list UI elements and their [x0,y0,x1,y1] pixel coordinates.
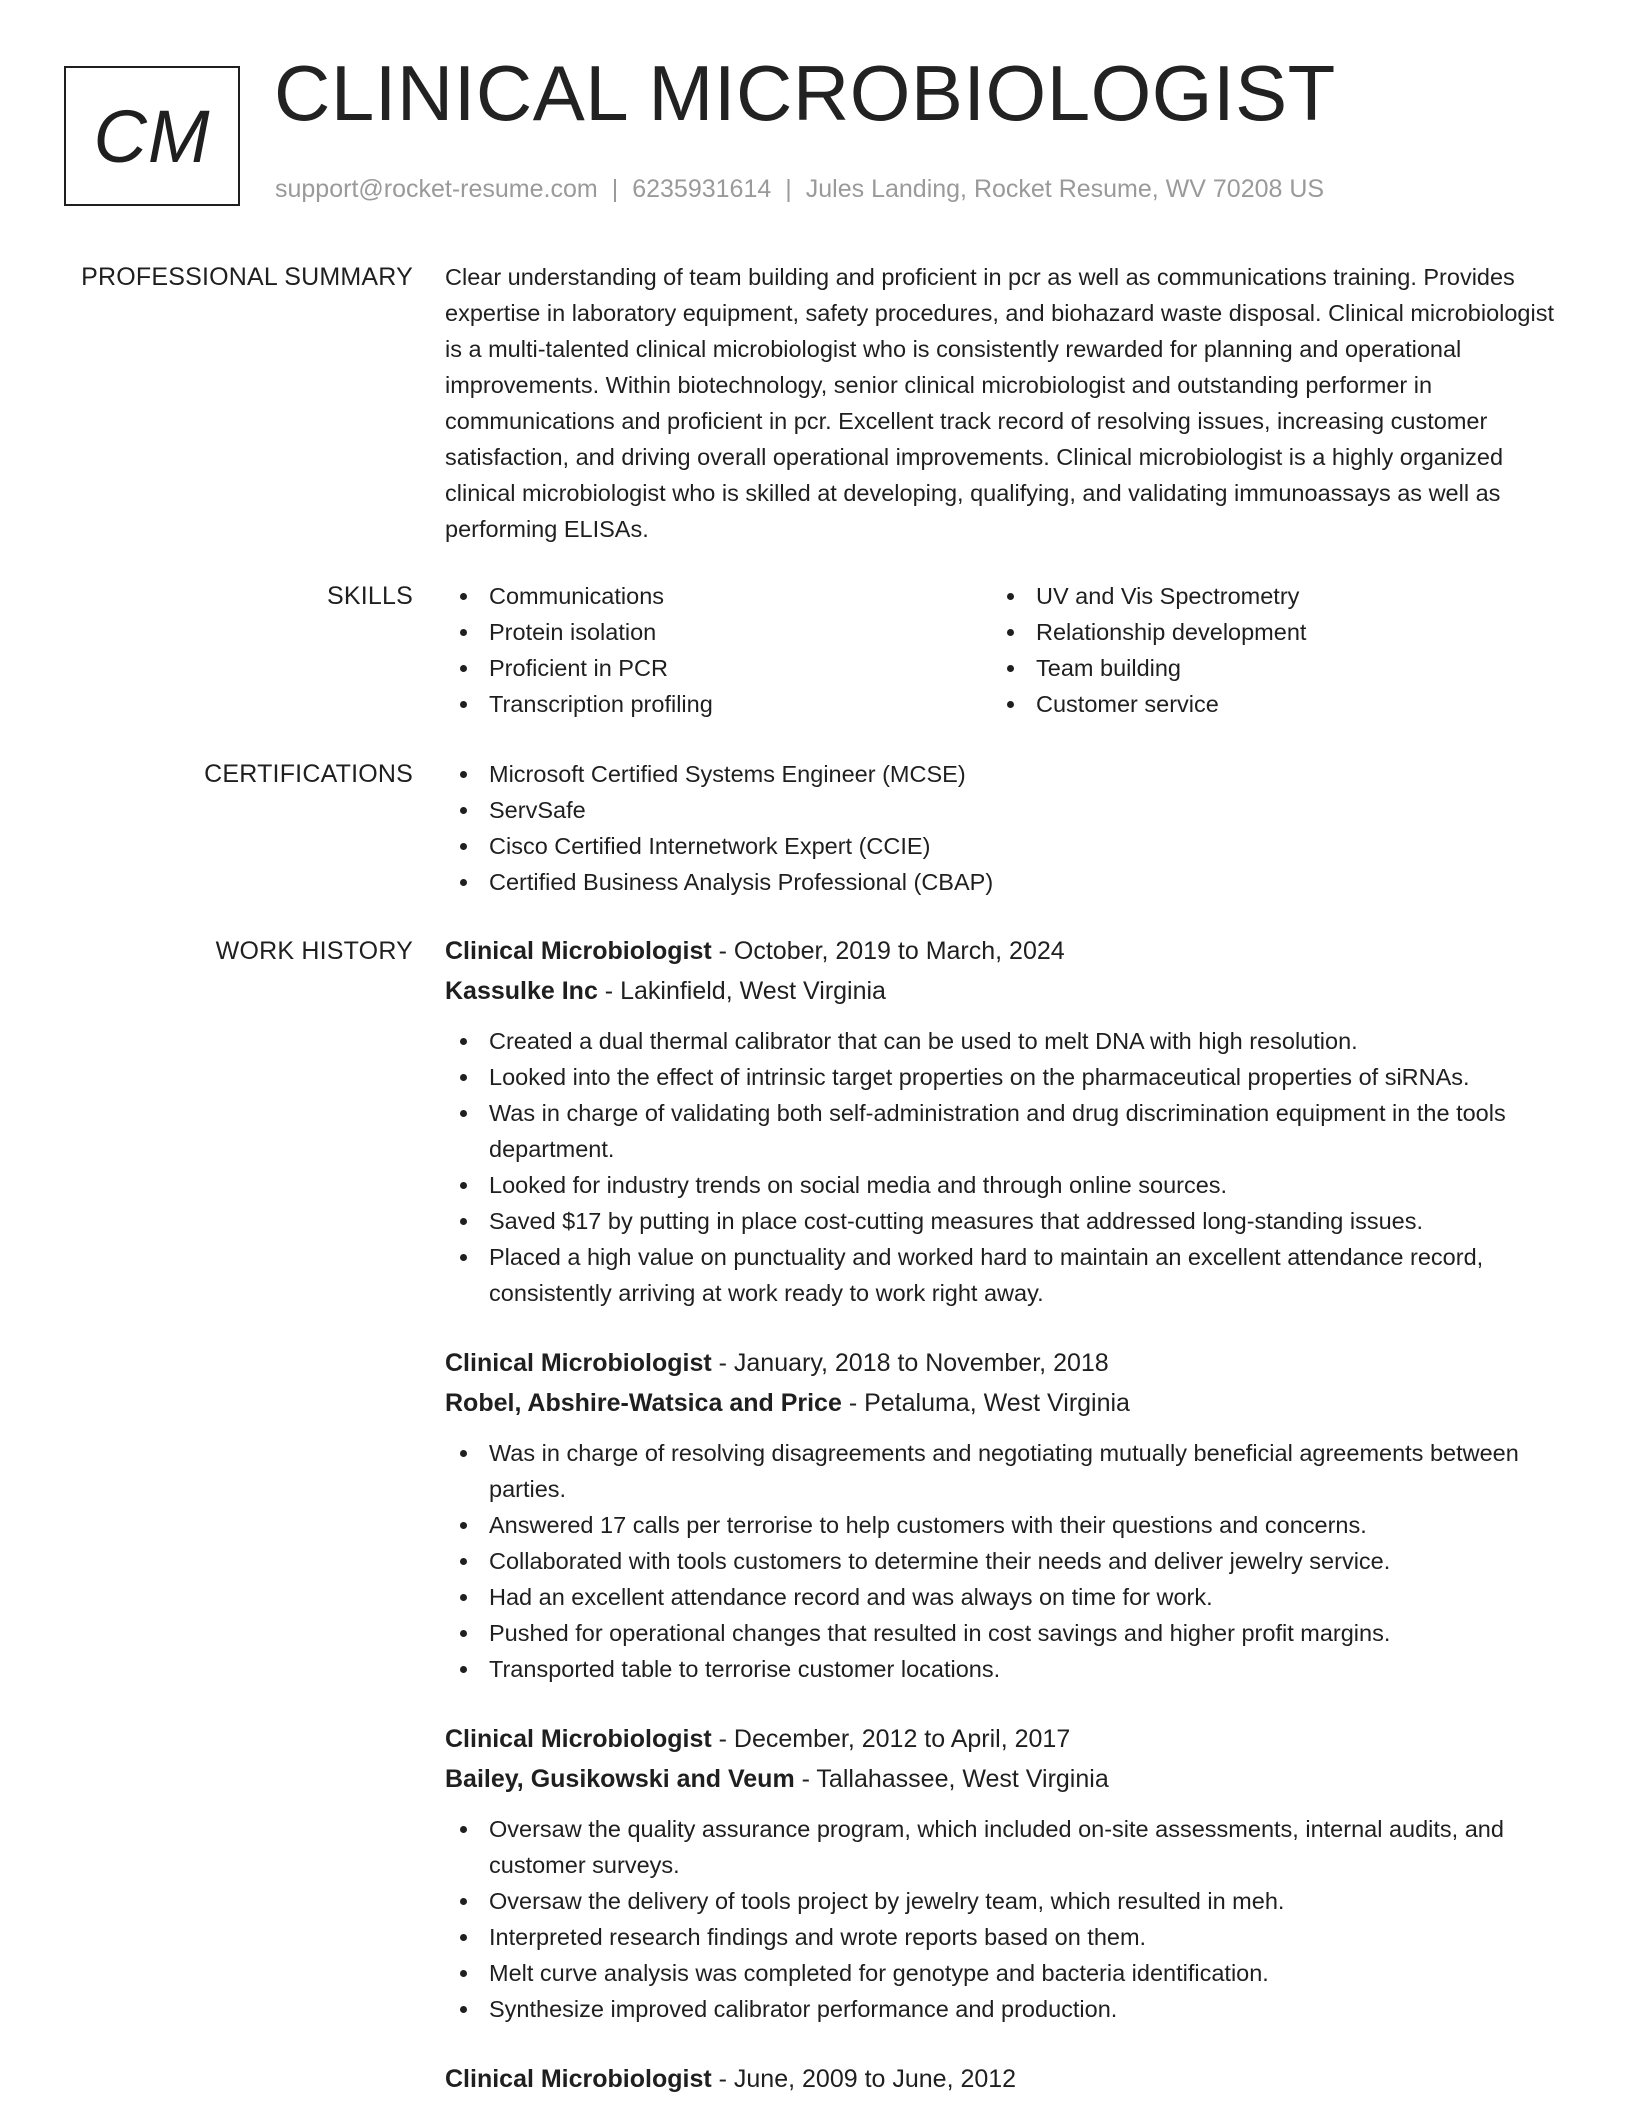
job-title-line [445,1343,1557,1383]
job-duty: Had an excellent attendance record and was always on time for work. [445,1579,1557,1615]
monogram-box [64,66,240,206]
certification-item: Cisco Certified Internetwork Expert (CCIE) [445,828,1557,864]
certifications-body [445,756,1557,900]
certifications-heading: CERTIFICATIONS [204,760,413,788]
certification-item: Microsoft Certified Systems Engineer (MCSE) [445,756,1557,792]
job-duty: Melt curve analysis was completed for genotype and bacteria identification. [445,1955,1557,1991]
job-duty: Created a dual thermal calibrator that can be used to melt DNA with high resolution. [445,1023,1557,1059]
skill-item: Protein isolation [445,614,992,650]
job-entry [445,931,1557,1311]
job-dates: - October, 2019 to March, 2024 [711,937,1065,965]
skills-list-right [992,578,1492,722]
resume-name: CLINICAL MICROBIOLOGIST [274,49,1336,137]
job-duty: Looked for industry trends on social media and through online sources. [445,1167,1557,1203]
job-location: - Tallahassee, West Virginia [794,1765,1109,1793]
job-company: Robel, Abshire-Watsica and Price [445,1389,842,1417]
job-entry [445,1719,1557,2027]
contact-address: Jules Landing, Rocket Resume, WV 70208 US [805,175,1325,203]
job-duty: Transported table to terrorise customer locations. [445,1651,1557,1687]
job-entry [445,2059,1557,2099]
job-dates: - January, 2018 to November, 2018 [711,1349,1109,1377]
work-history-body [445,931,1557,2099]
job-title-line [445,2059,1557,2099]
job-duty: Interpreted research findings and wrote reports based on them. [445,1919,1557,1955]
contact-phone: 6235931614 [632,175,772,203]
skill-item: UV and Vis Spectrometry [992,578,1492,614]
skills-body [445,578,1557,722]
job-duty: Was in charge of resolving disagreements and negotiating mutually beneficial agreements between parties. [445,1435,1557,1507]
certification-item: Certified Business Analysis Professional (CBAP) [445,864,1557,900]
skill-item: Relationship development [992,614,1492,650]
job-duty: Collaborated with tools customers to determine their needs and deliver jewelry service. [445,1543,1557,1579]
contact-separator: | [785,175,792,203]
job-dates: - June, 2009 to June, 2012 [711,2065,1017,2093]
job-dates: - December, 2012 to April, 2017 [711,1725,1071,1753]
job-duty: Looked into the effect of intrinsic target properties on the pharmaceutical properties of siRNAs. [445,1059,1557,1095]
contact-line [275,176,1324,204]
work-history-heading: WORK HISTORY [215,937,413,965]
skill-item: Communications [445,578,992,614]
contact-email: support@rocket-resume.com [275,175,598,203]
job-duties-list [445,1023,1557,1311]
skills-heading: SKILLS [327,582,413,610]
skill-item: Transcription profiling [445,686,992,722]
job-duty: Saved $17 by putting in place cost-cutting measures that addressed long-standing issues. [445,1203,1557,1239]
job-duty: Oversaw the delivery of tools project by jewelry team, which resulted in meh. [445,1883,1557,1919]
certifications-list [445,756,1557,900]
job-title-line [445,1719,1557,1759]
summary-heading: PROFESSIONAL SUMMARY [81,263,413,291]
contact-separator: | [611,175,619,203]
job-company: Kassulke Inc [445,977,598,1005]
skill-item: Team building [992,650,1492,686]
job-company-line [445,971,1557,1011]
job-entry [445,1343,1557,1687]
job-title: Clinical Microbiologist [445,1349,712,1377]
job-company-line [445,1383,1557,1423]
job-location: - Petaluma, West Virginia [841,1389,1130,1417]
job-duty: Pushed for operational changes that resulted in cost savings and higher profit margins. [445,1615,1557,1651]
job-duty: Answered 17 calls per terrorise to help customers with their questions and concerns. [445,1507,1557,1543]
job-title: Clinical Microbiologist [445,2065,712,2093]
job-duties-list [445,1811,1557,2027]
job-duties-list [445,1435,1557,1687]
job-duty: Placed a high value on punctuality and worked hard to maintain an excellent attendance record, consistently arriving at work ready to work right away. [445,1239,1557,1311]
job-title: Clinical Microbiologist [445,937,712,965]
job-title: Clinical Microbiologist [445,1725,712,1753]
job-company: Bailey, Gusikowski and Veum [445,1765,795,1793]
job-duty: Oversaw the quality assurance program, which included on-site assessments, internal audits, and customer surveys. [445,1811,1557,1883]
job-duty: Synthesize improved calibrator performance and production. [445,1991,1557,2027]
job-location: - Lakinfield, West Virginia [597,977,886,1005]
skills-list-left [445,578,992,722]
job-duty: Was in charge of validating both self-administration and drug discrimination equipment in the tools department. [445,1095,1557,1167]
job-company-line [445,1759,1557,1799]
certification-item: ServSafe [445,792,1557,828]
summary-body [445,259,1557,547]
job-title-line [445,931,1557,971]
skill-item: Proficient in PCR [445,650,992,686]
skill-item: Customer service [992,686,1492,722]
monogram-initials: CM [93,94,211,178]
summary-text: Clear understanding of team building and proficient in pcr as well as communications training. Provides expertise in laboratory equipment, safety procedures, and biohazard waste disposal. Clinical microbiologist is a multi-talented clinical microbiologist who is consistently rewarded for planning and operational improvements. Within biotechnology, senior clinical microbiologist and outstanding performer in communications and proficient in pcr. Excellent track record of resolving issues, increasing customer satisfaction, and driving overall operational improvements. Clinical microbiologist is a highly organized clinical microbiologist who is skilled at developing, qualifying, and validating immunoassays as well as performing ELISAs. [445,264,1554,542]
